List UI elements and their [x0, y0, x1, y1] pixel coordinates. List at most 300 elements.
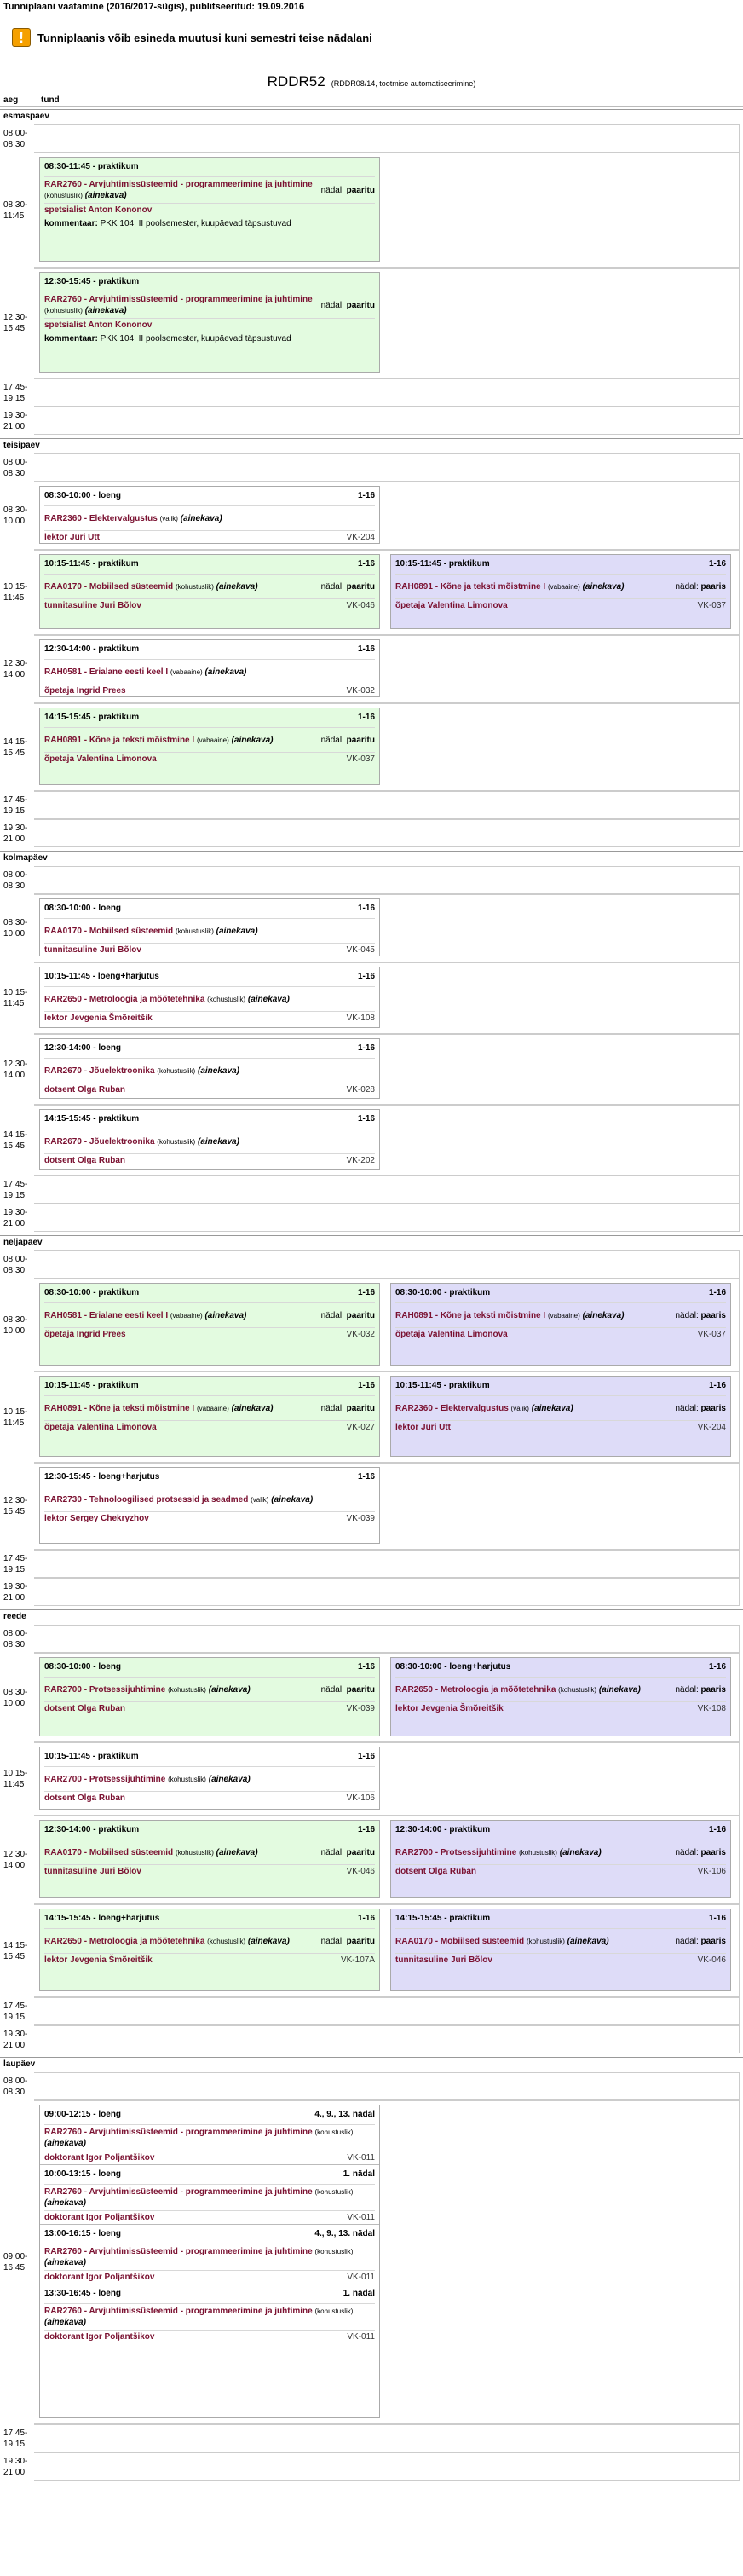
lesson-card: [39, 1283, 380, 1366]
time-label: 10:15- 11:45: [3, 988, 28, 1008]
lesson-subject-row: [44, 1302, 375, 1328]
teacher-name[interactable]: spetsialist Anton Kononov: [44, 205, 153, 215]
lesson-card: [39, 1038, 380, 1099]
lesson-time-type: 12:30-14:00 - praktikum: [44, 1825, 140, 1834]
lesson-entry: [40, 1658, 379, 1715]
week-parity-label: nädal:: [675, 1310, 699, 1320]
ainekava-link[interactable]: (ainekava): [559, 1847, 602, 1857]
course-code[interactable]: RAR2700: [44, 1684, 82, 1695]
column-header-lesson: tund: [41, 95, 60, 105]
ainekava-link[interactable]: (ainekava): [44, 2198, 86, 2208]
teacher-name[interactable]: tunnitasuline Juri Bõlov: [44, 945, 141, 955]
course-code[interactable]: RAA0170: [395, 1936, 433, 1946]
course-title[interactable]: Kõne ja teksti mõistmine I: [440, 581, 546, 592]
course-code[interactable]: RAH0891: [395, 1310, 433, 1320]
lesson-footer: [44, 2211, 375, 2224]
room-number: VK-204: [346, 533, 375, 542]
lesson-weeks: 1-16: [708, 1914, 726, 1923]
time-label: 12:30- 14:00: [3, 659, 28, 679]
time-label: 19:30- 21:00: [3, 2456, 28, 2477]
teacher-name[interactable]: tunnitasuline Juri Bõlov: [395, 1955, 492, 1965]
course-title[interactable]: Mobiilsed süsteemid: [440, 1936, 525, 1946]
course-code[interactable]: RAH0891: [395, 581, 433, 592]
course-code[interactable]: RAH0581: [44, 1310, 82, 1320]
lesson-subject-row: [44, 1395, 375, 1421]
course-code[interactable]: RAR2650: [44, 994, 82, 1004]
lesson-footer: [44, 2271, 375, 2284]
room-number: VK-011: [347, 2153, 375, 2163]
lesson-subject-row: [44, 1928, 375, 1954]
lesson-header: [44, 158, 375, 176]
course-title[interactable]: Protsessijuhtimine: [89, 1684, 166, 1695]
room-number: VK-046: [697, 1955, 726, 1965]
lesson-subject: RAH0581 - Erialane eesti keel I (vabaaine) (ainekava): [44, 667, 247, 677]
teacher-name[interactable]: õpetaja Valentina Limonova: [44, 754, 157, 764]
teacher-name[interactable]: lektor Jüri Utt: [395, 1423, 452, 1432]
time-slot-row: [0, 1463, 743, 1550]
course-kind: (kohustuslik): [314, 2128, 354, 2136]
lesson-footer: [44, 1954, 375, 1967]
week-parity-value: paaritu: [346, 581, 375, 592]
lesson-weeks: 4., 9., 13. nädal: [314, 2229, 375, 2238]
time-slot-row: [0, 268, 743, 378]
teacher-name[interactable]: dotsent Olga Ruban: [44, 1156, 125, 1165]
group-name: RDDR52: [267, 73, 325, 90]
course-code[interactable]: RAA0170: [44, 926, 82, 936]
course-title[interactable]: Arvjuhtimissüsteemid - programmeerimine ja juhtimine: [89, 2247, 313, 2256]
lesson-entry: [40, 487, 379, 544]
ainekava-link[interactable]: (ainekava): [582, 581, 625, 592]
lesson-header: [44, 1377, 375, 1395]
lesson-card: [39, 2105, 380, 2418]
lesson-weeks: 1-16: [357, 559, 375, 569]
lesson-entry: [391, 1284, 730, 1341]
course-kind: (kohustuslik): [526, 1937, 565, 1945]
room-number: VK-027: [346, 1423, 375, 1432]
course-kind: (vabaaine): [196, 1404, 229, 1412]
course-title[interactable]: Protsessijuhtimine: [89, 1774, 166, 1784]
course-code[interactable]: RAH0581: [44, 667, 82, 677]
course-title[interactable]: Arvjuhtimissüsteemid - programmeerimine ja juhtimine: [89, 2307, 313, 2316]
ainekava-link[interactable]: (ainekava): [208, 1684, 251, 1695]
week-parity: [321, 582, 375, 592]
course-code[interactable]: RAR2700: [44, 1774, 82, 1784]
ainekava-link[interactable]: (ainekava): [204, 667, 247, 677]
column-header-time: aeg: [3, 95, 19, 105]
course-kind: (kohustuslik): [519, 1848, 557, 1857]
lesson-subject-row: [44, 1766, 375, 1792]
course-code[interactable]: RAR2670: [44, 1136, 82, 1146]
time-label: 08:30- 10:00: [3, 1687, 28, 1708]
lesson-card: [39, 1747, 380, 1810]
course-kind: (kohustuslik): [44, 307, 83, 315]
week-parity-value: paaris: [700, 1936, 726, 1946]
time-slot-row: [0, 453, 743, 482]
lesson-subject: RAR2700 - Protsessijuhtimine (kohustuslik) (ainekava): [44, 1684, 251, 1695]
lesson-entry: [40, 2224, 379, 2284]
week-parity-value: paaritu: [346, 1403, 375, 1413]
lesson-footer: [44, 1083, 375, 1096]
lesson-entry: [40, 899, 379, 956]
course-title[interactable]: Mobiilsed süsteemid: [89, 1847, 174, 1857]
ainekava-link[interactable]: (ainekava): [44, 2139, 86, 2148]
course-title[interactable]: Arvjuhtimissüsteemid - programmeerimine ja juhtimine: [89, 295, 313, 304]
lesson-header: [44, 1747, 375, 1766]
ainekava-link[interactable]: (ainekava): [216, 1847, 258, 1857]
time-label: 14:15- 15:45: [3, 736, 28, 758]
time-label: 08:00- 08:30: [3, 1254, 28, 1275]
lesson-entry: [391, 1377, 730, 1434]
room-number: VK-032: [346, 1330, 375, 1339]
lesson-card: [390, 1909, 731, 1991]
course-code[interactable]: RAR2730: [44, 1494, 82, 1505]
teacher-name[interactable]: tunnitasuline Juri Bõlov: [44, 1867, 141, 1876]
lesson-footer: [395, 1421, 726, 1434]
lesson-time-type: 10:00-13:15 - loeng: [44, 2169, 122, 2179]
time-label: 08:30- 10:00: [3, 918, 28, 939]
time-slot-row: [0, 1997, 743, 2025]
lesson-header: [44, 555, 375, 574]
time-slot-row: [0, 1653, 743, 1742]
time-slot-row: [0, 1105, 743, 1175]
lesson-card: [39, 967, 380, 1028]
lesson-footer: [395, 1702, 726, 1715]
lesson-footer: [44, 1421, 375, 1434]
lesson-card: [39, 1909, 380, 1991]
course-title[interactable]: Arvjuhtimissüsteemid - programmeerimine ja juhtimine: [89, 180, 313, 189]
time-slot-row: [0, 407, 743, 435]
teacher-name[interactable]: lektor Jevgenia Šmõreitšik: [44, 1014, 153, 1023]
lesson-card: [39, 1376, 380, 1457]
room-number: VK-106: [346, 1793, 375, 1803]
lesson-subject-row: [395, 1395, 726, 1421]
course-code[interactable]: RAR2360: [44, 513, 82, 523]
teacher-name[interactable]: spetsialist Anton Kononov: [44, 321, 153, 330]
teacher-name[interactable]: dotsent Olga Ruban: [44, 1085, 125, 1095]
lesson-subject: RAR2760 - Arvjuhtimissüsteemid - programmeerimine ja juhtimine (kohustuslik) (ainekava): [44, 2187, 354, 2208]
week-parity: [321, 1937, 375, 1946]
lesson-subject: RAH0891 - Kõne ja teksti mõistmine I (vabaaine) (ainekava): [44, 735, 274, 745]
slot-cell: [34, 1204, 740, 1232]
slot-cell: [34, 407, 740, 435]
teacher-name[interactable]: lektor Sergey Chekryzhov: [44, 1514, 149, 1523]
lesson-subject-row: [44, 2303, 375, 2331]
ainekava-link[interactable]: (ainekava): [180, 513, 222, 523]
week-parity-label: nädal:: [320, 300, 344, 310]
room-number: VK-028: [346, 1085, 375, 1095]
week-parity-value: paaritu: [346, 1936, 375, 1946]
lesson-subject-row: [44, 1058, 375, 1083]
course-code[interactable]: RAH0891: [44, 1403, 82, 1413]
lesson-footer: [44, 2151, 375, 2164]
course-code[interactable]: RAR2650: [395, 1684, 433, 1695]
course-title[interactable]: Kõne ja teksti mõistmine I: [89, 735, 195, 745]
course-title[interactable]: Elektervalgustus: [440, 1403, 509, 1413]
comment-label: kommentaar:: [44, 219, 98, 228]
lesson-footer: [395, 1328, 726, 1341]
day-label: neljapäev: [3, 1238, 43, 1247]
lesson-subject-row: [395, 1840, 726, 1865]
lesson-subject-row: [44, 659, 375, 684]
lesson-footer: [44, 1328, 375, 1341]
time-slot-row: [0, 378, 743, 407]
course-title[interactable]: Metroloogia ja mõõtetehnika: [440, 1684, 556, 1695]
teacher-name[interactable]: doktorant Igor Poljantšikov: [44, 2213, 155, 2222]
lesson-subject: RAH0891 - Kõne ja teksti mõistmine I (vabaaine) (ainekava): [395, 1310, 625, 1320]
teacher-name[interactable]: dotsent Olga Ruban: [44, 1793, 125, 1803]
teacher-name[interactable]: doktorant Igor Poljantšikov: [44, 2273, 155, 2282]
course-code[interactable]: RAR2760: [44, 2247, 82, 2256]
lesson-card: [39, 898, 380, 956]
time-slot-row: [0, 1816, 743, 1904]
week-parity: [676, 1848, 727, 1857]
time-label: 08:00- 08:30: [3, 869, 28, 891]
time-label: 08:00- 08:30: [3, 2076, 28, 2097]
ainekava-link[interactable]: (ainekava): [197, 1066, 239, 1076]
lesson-footer: [44, 599, 375, 612]
course-code[interactable]: RAR2760: [44, 2187, 82, 2197]
lesson-time-type: 14:15-15:45 - praktikum: [395, 1914, 491, 1923]
ainekava-link[interactable]: (ainekava): [204, 1310, 247, 1320]
course-code[interactable]: RAR2760: [44, 2307, 82, 2316]
lesson-entry: [391, 1658, 730, 1715]
week-parity-label: nädal:: [675, 1936, 699, 1946]
lesson-time-type: 10:15-11:45 - praktikum: [44, 1752, 139, 1761]
course-kind: (kohustuslik): [314, 2248, 354, 2255]
course-title[interactable]: Arvjuhtimissüsteemid - programmeerimine ja juhtimine: [89, 2187, 313, 2197]
ainekava-link[interactable]: (ainekava): [247, 1936, 290, 1946]
lesson-subject: RAA0170 - Mobiilsed süsteemid (kohustuslik) (ainekava): [44, 581, 258, 592]
week-parity-label: nädal:: [320, 735, 344, 745]
course-title[interactable]: Tehnoloogilised protsessid ja seadmed: [89, 1494, 249, 1505]
course-code[interactable]: RAR2760: [44, 2128, 82, 2137]
day-label: teisipäev: [3, 441, 40, 450]
course-title[interactable]: Metroloogia ja mõõtetehnika: [89, 1936, 205, 1946]
lesson-footer: [44, 531, 375, 544]
lesson-entry: [391, 1821, 730, 1878]
ainekava-link[interactable]: (ainekava): [271, 1494, 314, 1505]
ainekava-link[interactable]: (ainekava): [531, 1403, 573, 1413]
lesson-header: [44, 1658, 375, 1677]
slot-cell: [34, 1625, 740, 1653]
room-number: VK-108: [346, 1014, 375, 1023]
lesson-header: [395, 1821, 726, 1840]
lesson-subject: RAR2650 - Metroloogia ja mõõtetehnika (kohustuslik) (ainekava): [44, 1936, 290, 1946]
course-title[interactable]: Protsessijuhtimine: [440, 1847, 517, 1857]
time-label: 17:45- 19:15: [3, 2428, 28, 2449]
teacher-name[interactable]: lektor Jevgenia Šmõreitšik: [395, 1704, 504, 1713]
lesson-header: [44, 273, 375, 292]
lesson-subject-row: [44, 727, 375, 753]
time-slot-row: [0, 1578, 743, 1606]
lesson-entry: [40, 1909, 379, 1967]
time-label: 19:30- 21:00: [3, 1207, 28, 1228]
room-number: VK-107A: [340, 1955, 375, 1965]
lesson-weeks: 1-16: [708, 559, 726, 569]
time-label: 17:45- 19:15: [3, 1553, 28, 1574]
teacher-name[interactable]: õpetaja Valentina Limonova: [44, 1423, 157, 1432]
slot-cell: [34, 2424, 740, 2452]
lesson-weeks: 1-16: [357, 713, 375, 722]
room-number: VK-011: [347, 2273, 375, 2282]
lesson-card: [39, 157, 380, 262]
day-label: reede: [3, 1612, 26, 1621]
time-label: 14:15- 15:45: [3, 1129, 28, 1151]
lesson-weeks: 1-16: [357, 1752, 375, 1761]
teacher-name[interactable]: õpetaja Ingrid Prees: [44, 686, 126, 696]
slot-cell: [34, 378, 740, 407]
ainekava-link[interactable]: (ainekava): [216, 581, 258, 592]
lesson-card: [39, 639, 380, 697]
time-label: 17:45- 19:15: [3, 1179, 28, 1200]
course-title[interactable]: Metroloogia ja mõõtetehnika: [89, 994, 205, 1004]
slot-cell: [34, 866, 740, 894]
course-title[interactable]: Kõne ja teksti mõistmine I: [89, 1403, 195, 1413]
week-parity-label: nädal:: [320, 1847, 344, 1857]
course-title[interactable]: Mobiilsed süsteemid: [89, 926, 174, 936]
lesson-entry: [40, 1039, 379, 1096]
lesson-footer: [44, 944, 375, 956]
course-title[interactable]: Elektervalgustus: [89, 513, 158, 523]
week-parity-value: paaris: [700, 1310, 726, 1320]
teacher-name[interactable]: dotsent Olga Ruban: [395, 1867, 476, 1876]
lesson-weeks: 1-16: [357, 644, 375, 654]
course-kind: (kohustuslik): [314, 2307, 354, 2315]
course-code[interactable]: RAR2670: [44, 1066, 82, 1076]
course-title[interactable]: Kõne ja teksti mõistmine I: [440, 1310, 546, 1320]
course-code[interactable]: RAA0170: [44, 1847, 82, 1857]
lesson-weeks: 1-16: [357, 1662, 375, 1672]
lesson-header: [395, 1909, 726, 1928]
time-slot-row: [0, 550, 743, 635]
course-code[interactable]: RAH0891: [44, 735, 82, 745]
teacher-name[interactable]: doktorant Igor Poljantšikov: [44, 2332, 155, 2342]
ainekava-link[interactable]: (ainekava): [582, 1310, 625, 1320]
time-label: 12:30- 14:00: [3, 1850, 28, 1870]
lesson-footer: [44, 753, 375, 765]
ainekava-link[interactable]: (ainekava): [598, 1684, 641, 1695]
course-code[interactable]: RAR2360: [395, 1403, 433, 1413]
lesson-subject-row: [44, 176, 375, 204]
slot-cell: [34, 2452, 740, 2481]
lesson-subject-row: [44, 1677, 375, 1702]
teacher-name[interactable]: lektor Jüri Utt: [44, 533, 101, 542]
lesson-time-type: 10:15-11:45 - praktikum: [395, 559, 490, 569]
teacher-name[interactable]: tunnitasuline Juri Bõlov: [44, 601, 141, 610]
room-number: VK-037: [697, 1330, 726, 1339]
lesson-footer: [44, 1702, 375, 1715]
slot-cell: [34, 1578, 740, 1606]
time-label: 08:30- 10:00: [3, 1314, 28, 1336]
ainekava-link[interactable]: (ainekava): [567, 1936, 609, 1946]
time-slot-row: [0, 1550, 743, 1578]
ainekava-link[interactable]: (ainekava): [84, 306, 127, 315]
course-code[interactable]: RAR2700: [395, 1847, 433, 1857]
lesson-card: [39, 1657, 380, 1736]
lesson-time-type: 14:15-15:45 - praktikum: [44, 1114, 140, 1123]
lesson-time-type: 10:15-11:45 - praktikum: [395, 1381, 490, 1390]
course-code[interactable]: RAR2760: [44, 295, 82, 304]
lesson-header: [44, 1284, 375, 1302]
course-title[interactable]: Erialane eesti keel I: [89, 667, 169, 677]
teacher-name[interactable]: dotsent Olga Ruban: [44, 1704, 125, 1713]
lesson-time-type: 12:30-14:00 - praktikum: [44, 644, 140, 654]
lesson-subject: RAH0581 - Erialane eesti keel I (vabaaine) (ainekava): [44, 1310, 247, 1320]
week-parity: [321, 736, 375, 745]
course-title[interactable]: Mobiilsed süsteemid: [89, 581, 174, 592]
lesson-entry: [40, 555, 379, 612]
lesson-entry: [40, 708, 379, 765]
teacher-name[interactable]: õpetaja Valentina Limonova: [395, 601, 508, 610]
course-code[interactable]: RAR2760: [44, 180, 82, 189]
ainekava-link[interactable]: (ainekava): [247, 994, 290, 1004]
time-slot-row: [0, 894, 743, 962]
slot-cell: [34, 2025, 740, 2053]
ainekava-link[interactable]: (ainekava): [208, 1774, 251, 1784]
room-number: VK-045: [346, 945, 375, 955]
lesson-time-type: 12:30-15:45 - loeng+harjutus: [44, 1472, 160, 1481]
course-kind: (kohustuslik): [175, 927, 214, 935]
lesson-weeks: 1-16: [357, 1914, 375, 1923]
lesson-footer: [44, 1792, 375, 1805]
comment-text: PKK 104; II poolsemester, kuupäevad täpsustuvad: [100, 334, 291, 344]
ainekava-link[interactable]: (ainekava): [84, 191, 127, 200]
ainekava-link[interactable]: (ainekava): [44, 2258, 86, 2267]
ainekava-link[interactable]: (ainekava): [197, 1136, 239, 1146]
lesson-card: [390, 1376, 731, 1457]
lesson-time-type: 08:30-10:00 - praktikum: [395, 1288, 491, 1297]
lesson-subject: RAR2650 - Metroloogia ja mõõtetehnika (kohustuslik) (ainekava): [44, 994, 290, 1004]
course-title[interactable]: Jõuelektroonika: [89, 1066, 155, 1076]
course-code[interactable]: RAR2650: [44, 1936, 82, 1946]
lesson-subject-row: [44, 2244, 375, 2271]
time-label: 19:30- 21:00: [3, 1581, 28, 1603]
time-slot-row: [0, 1372, 743, 1463]
course-title[interactable]: Arvjuhtimissüsteemid - programmeerimine ja juhtimine: [89, 2128, 313, 2137]
lesson-time-type: 14:15-15:45 - praktikum: [44, 713, 140, 722]
lesson-header: [44, 2105, 375, 2124]
header-divider: [0, 106, 743, 107]
course-code[interactable]: RAA0170: [44, 581, 82, 592]
lesson-weeks: 1-16: [357, 1381, 375, 1390]
lesson-subject-row: [44, 2184, 375, 2211]
week-parity: [321, 1848, 375, 1857]
ainekava-link[interactable]: (ainekava): [44, 2318, 86, 2327]
teacher-name[interactable]: lektor Jevgenia Šmõreitšik: [44, 1955, 153, 1965]
time-slot-row: [0, 2100, 743, 2424]
ainekava-link[interactable]: (ainekava): [231, 1403, 274, 1413]
lesson-subject-row: [44, 505, 375, 531]
teacher-name[interactable]: doktorant Igor Poljantšikov: [44, 2153, 155, 2163]
course-title[interactable]: Jõuelektroonika: [89, 1136, 155, 1146]
time-slot-row: [0, 791, 743, 819]
lesson-time-type: 12:30-14:00 - loeng: [44, 1043, 122, 1053]
teacher-name[interactable]: õpetaja Ingrid Prees: [44, 1330, 126, 1339]
room-number: VK-037: [346, 754, 375, 764]
lesson-header: [44, 967, 375, 986]
lesson-header: [44, 1110, 375, 1129]
ainekava-link[interactable]: (ainekava): [231, 735, 274, 745]
ainekava-link[interactable]: (ainekava): [216, 926, 258, 936]
course-kind: (kohustuslik): [44, 192, 83, 199]
week-parity: [676, 1311, 727, 1320]
lesson-card: [39, 1467, 380, 1544]
course-title[interactable]: Erialane eesti keel I: [89, 1310, 169, 1320]
teacher-name[interactable]: õpetaja Valentina Limonova: [395, 1330, 508, 1339]
group-title: [0, 73, 743, 90]
lesson-subject: RAR2700 - Protsessijuhtimine (kohustuslik) (ainekava): [44, 1774, 251, 1784]
time-label: 19:30- 21:00: [3, 823, 28, 844]
